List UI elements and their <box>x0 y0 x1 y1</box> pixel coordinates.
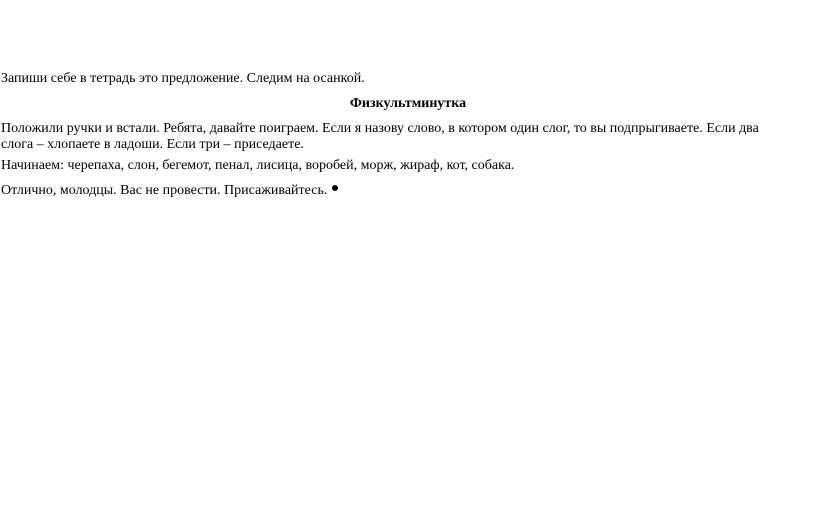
instruction-text: Запиши себе в тетрадь это предложение. Следим на осанкой. <box>1 71 365 86</box>
closing-text: Отлично, молодцы. Вас не провести. Присаживайтесь. <box>1 183 328 198</box>
section-heading: Физкультминутка <box>349 96 467 111</box>
word-list: Начинаем: черепаха, слон, бегемот, пенал, лисица, воробей, морж, жираф, кот, собака. <box>1 158 515 173</box>
closing-line <box>1 183 801 199</box>
exercise-instructions: Положили ручки и встали. Ребята, давайте поиграем. Если я назову слово, в котором один слог, то вы подпрыгиваете. Если два слога – хлопаете в ладоши. Если три – приседаете. <box>1 121 759 152</box>
bullet-dot-icon <box>332 185 338 191</box>
